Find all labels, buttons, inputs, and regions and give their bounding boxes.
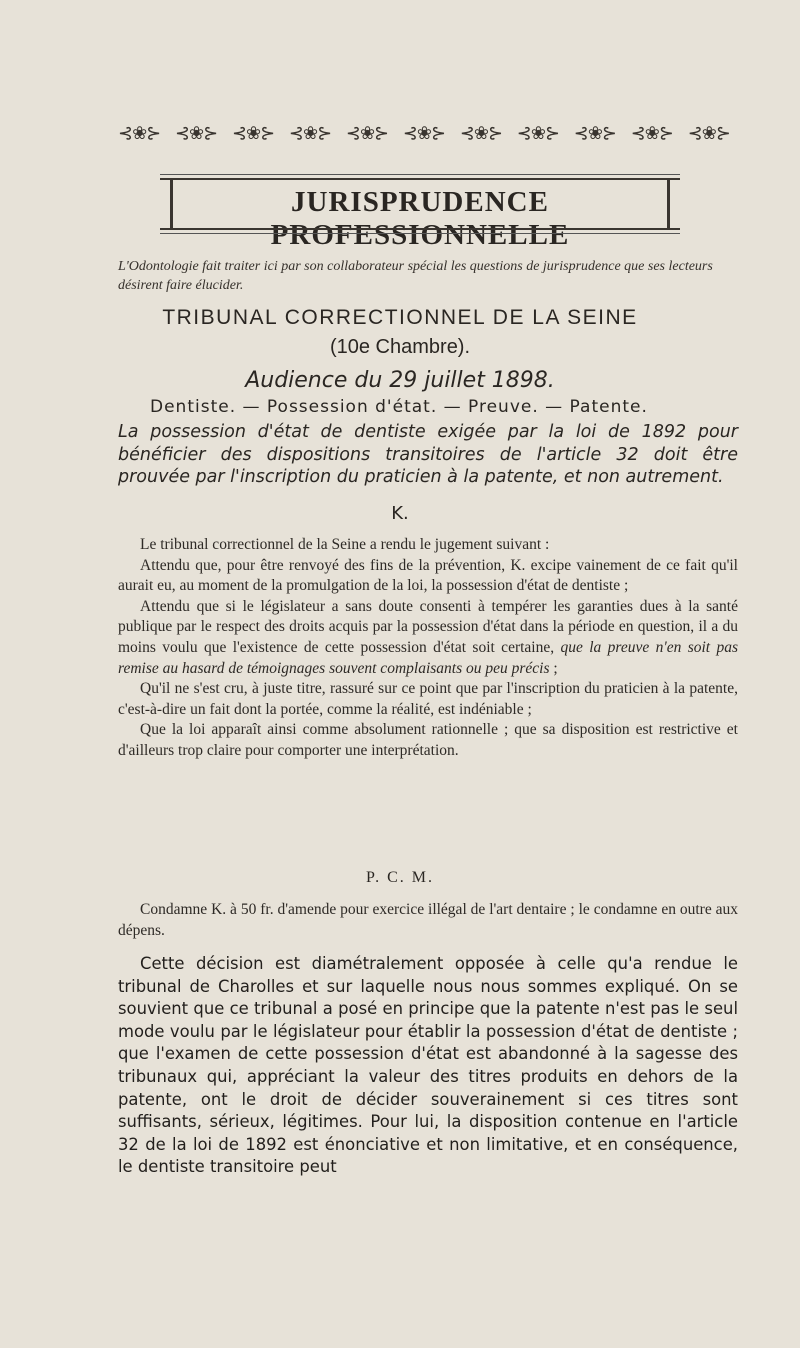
sentence-text bbox=[118, 900, 738, 941]
pcm-label: P. C. M. bbox=[365, 869, 435, 886]
italic-run: que la preuve n'en soit pas remise au hasard de témoignages souvent complaisants ou peu précis bbox=[118, 638, 738, 677]
ornament-band bbox=[118, 122, 730, 144]
court-chamber: (10e Chambre). bbox=[329, 336, 471, 358]
fleuron-icon: ⊰❀⊱ bbox=[118, 122, 161, 143]
court-name: TRIBUNAL CORRECTIONNEL DE LA SEINE bbox=[162, 306, 638, 329]
fleuron-icon: ⊰❀⊱ bbox=[174, 122, 218, 143]
banner-bottom-rule bbox=[160, 228, 680, 234]
judgment-text bbox=[118, 535, 738, 762]
text-run: ; bbox=[549, 659, 558, 677]
case-keywords: Dentiste. — Possession d'état. — Preuve. — Patente. bbox=[150, 397, 648, 417]
paragraph: Que la loi apparaît ainsi comme absolument rationnelle ; que sa disposition est restrictive et d'ailleurs trop claire pour comporter une interprétation. bbox=[118, 721, 738, 759]
paragraph: Qu'il ne s'est cru, à juste titre, rassuré sur ce point que par l'inscription du praticien à la patente, c'est-à-dire un fait dont la portée, comme la réalité, est indéniable ; bbox=[118, 680, 738, 718]
fleuron-icon: ⊰❀⊱ bbox=[630, 122, 673, 143]
paragraph: Attendu que, pour être renvoyé des fins de la prévention, K. excipe vainement de ce fait qu'il aurait eu, au moment de la promulgation de la loi, la possession d'état de dentiste ; bbox=[118, 556, 738, 595]
fleuron-icon: ⊰❀⊱ bbox=[687, 122, 730, 143]
paragraph: Cette décision est diamétralement opposée à celle qu'a rendue le tribunal de Charolles et sur laquelle nous nous sommes expliqué. On se souvient que ce tribunal a posé en principe que la patente n'est pas le seul mode voulu par le législateur pour établir la possession d'état de dentiste ; que l'examen de cette possession d'état est abandonné à la sagesse des tribunaux qui, appréciant la valeur des titres produits en dehors de la patente, ont le droit de décider souverainement si ces titres sont suffisants, sérieux, légitimes. Pour lui, la disposition contenue en l'article 32 de la loi de 1892 est énonciative et non limitative, et en conséquence, le dentiste transitoire peut bbox=[118, 954, 738, 1177]
paragraph bbox=[118, 597, 738, 679]
fleuron-icon: ⊰❀⊱ bbox=[459, 122, 503, 143]
banner-top-rule bbox=[160, 174, 680, 180]
section-title: JURISPRUDENCE PROFESSIONNELLE bbox=[270, 186, 570, 251]
party-name: K. bbox=[391, 503, 409, 524]
intro-note: L'Odontologie fait traiter ici par son collaborateur spécial les questions de jurisprudence que ses lecteurs désirent faire élucider. bbox=[118, 259, 713, 293]
paragraph: Le tribunal correctionnel de la Seine a rendu le jugement suivant : bbox=[140, 536, 550, 553]
fleuron-icon: ⊰❀⊱ bbox=[516, 122, 560, 143]
paragraph: Condamne K. à 50 fr. d'amende pour exercice illégal de l'art dentaire ; le condamne en outre aux dépens. bbox=[118, 901, 738, 939]
fleuron-icon: ⊰❀⊱ bbox=[402, 122, 446, 143]
fleuron-icon: ⊰❀⊱ bbox=[573, 122, 616, 143]
text-run: Attendu que si le législateur a sans doute consenti à tempérer les garanties dues à la santé publique par le respect des droits acquis par la possession d'état dans la période en question, il a du moins voulu que l'existence de cette possession d'état soit certaine, bbox=[118, 597, 738, 656]
section-banner bbox=[160, 168, 680, 251]
commentary bbox=[118, 953, 738, 1179]
case-summary: La possession d'état de dentiste exigée par la loi de 1892 pour bénéficier des dispositions transitoires de l'article 32 doit être prouvée par l'inscription du praticien à la patente, et non autrement. bbox=[118, 422, 738, 487]
fleuron-icon: ⊰❀⊱ bbox=[231, 122, 275, 143]
fleuron-icon: ⊰❀⊱ bbox=[288, 122, 332, 143]
hearing-date: Audience du 29 juillet 1898. bbox=[245, 368, 555, 393]
fleuron-icon: ⊰❀⊱ bbox=[345, 122, 389, 143]
